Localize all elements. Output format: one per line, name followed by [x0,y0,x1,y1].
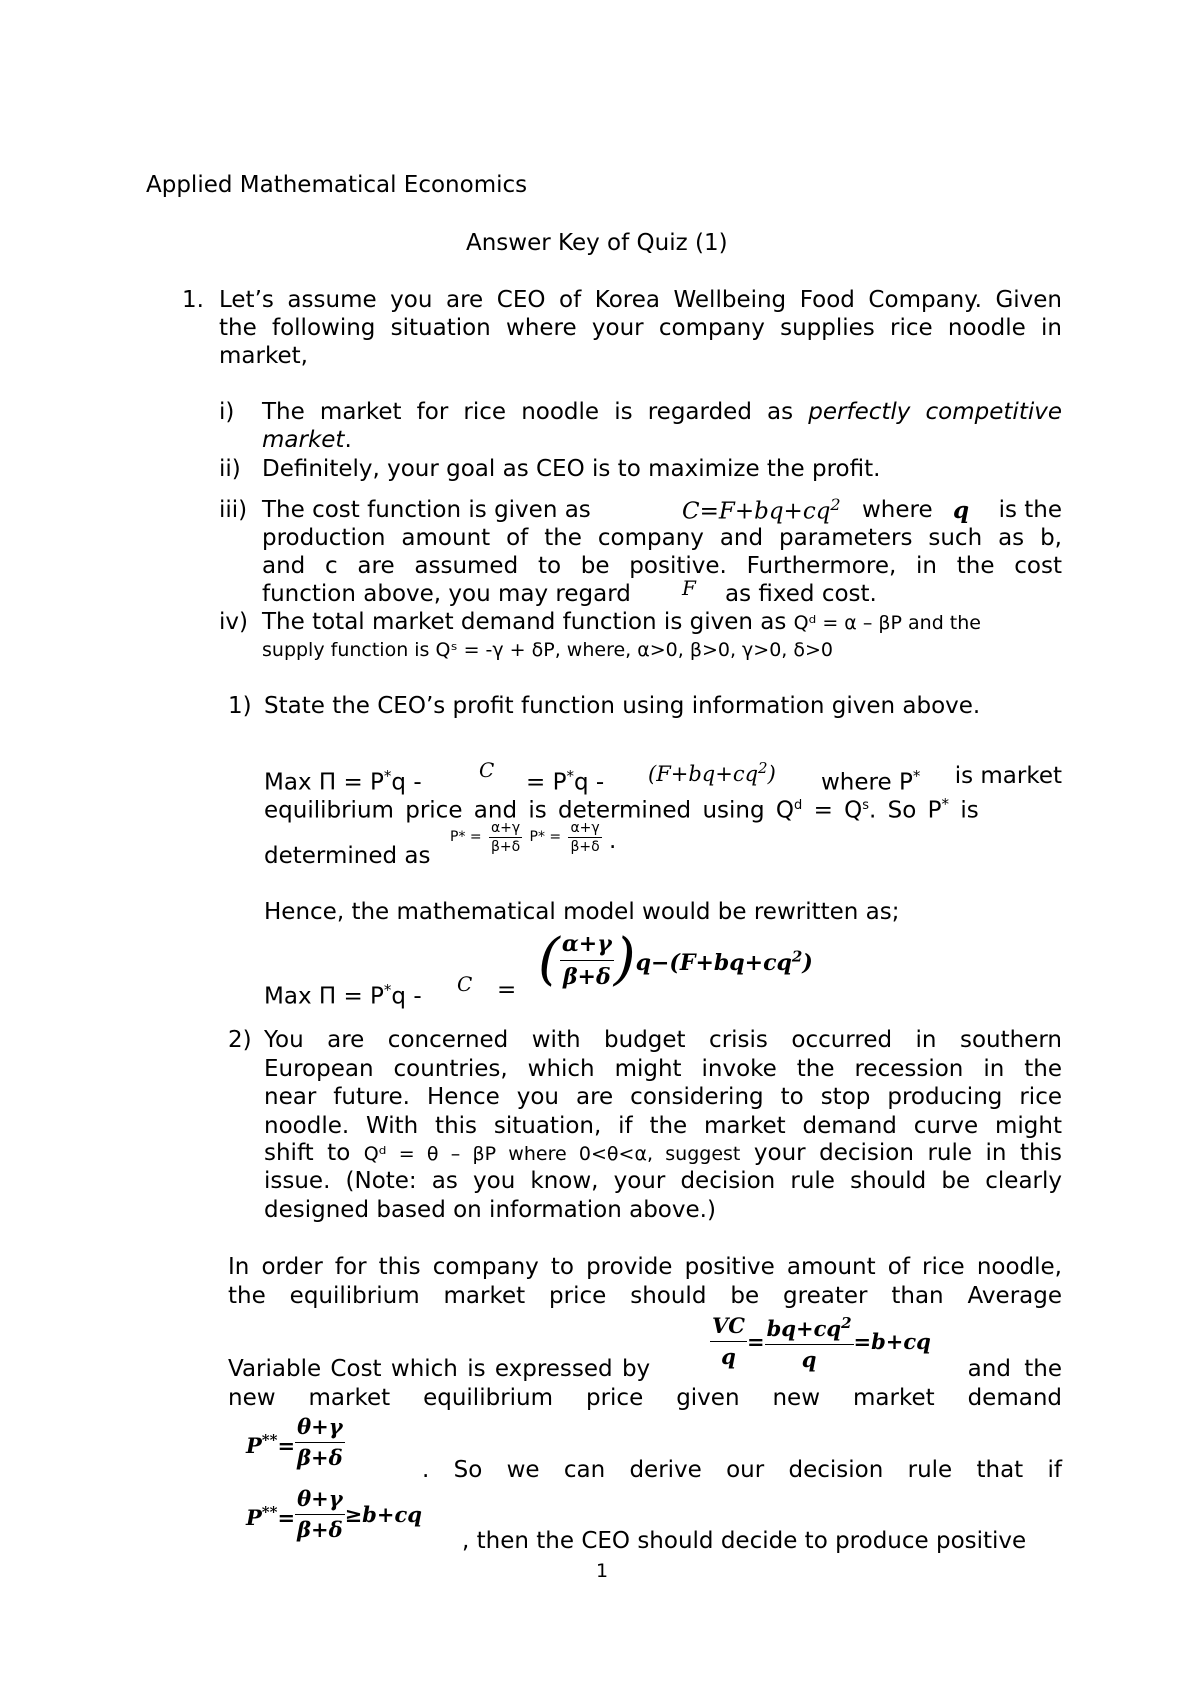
part-1-number: 1) [228,693,252,719]
part-2-line-3: near future. Hence you are considering to stop producing rice [264,1084,1062,1110]
part-2-number: 2) [228,1027,252,1053]
profit-model-equals: = [497,977,517,1003]
page-number: 1 [596,1560,609,1582]
decision-rule-inequality: P**= $\frac{\theta+\gamma}{\beta+\delta}$ ≥b+cq [246,1486,422,1542]
cost-function-parenthesized: $(F+bq+cq^2)$ [648,759,776,786]
question-1-intro-line-2: the following situation where your company supplies rice noodle in [219,315,1062,341]
condition-iii-line-2: production amount of the company and parameters such as b, [262,525,1062,551]
condition-iv-label: iv) [219,609,248,635]
part-2-line-7: designed based on information above.) [264,1197,716,1223]
condition-iii-label: iii) [219,497,248,523]
part-2-line-2: European countries, which might invoke the recession in the [264,1056,1062,1082]
condition-i-line-1: The market for rice noodle is regarded as perfectly competitive [262,399,1062,425]
condition-iv-line-2: supply function is Qˢ = -γ + δP, where, α>0, β>0, γ>0, δ>0 [262,639,834,661]
condition-iii-line-1: The cost function is given as $C=F+bq+cq^2$ where q is the [262,496,1062,525]
equilibrium-price-formula: P* = $\frac{\alpha+\gamma}{\beta+\delta}$ P* = $\frac{\alpha+\gamma}{\beta+\delta}$ . [450,820,617,855]
course-title: Applied Mathematical Economics [146,172,528,198]
condition-i-line-2: market. [262,427,352,453]
answer-2-line-1: In order for this company to provide positive amount of rice noodle, [228,1254,1062,1280]
profit-function-line-1: Max Π = P*q - C = P*q - $(F+bq+cq^2)$ where P* is market [264,762,1062,791]
condition-iv-line-1: The total market demand function is given as Qᵈ = α – βP and the [262,609,981,635]
part-1-question: State the CEO’s profit function using information given above. [264,693,981,719]
answer-2-line-5: . So we can derive our decision rule that if [422,1457,1062,1483]
new-equilibrium-price-formula: P**= $\frac{\theta+\gamma}{\beta+\delta}$ [246,1414,343,1470]
answer-2-line-3: Variable Cost which is expressed by and the [228,1356,1062,1382]
condition-iii-line-4: function above, you may regard F as fixed cost. [262,576,877,607]
cost-function-formula: $C=F+bq+cq^2$ [682,495,841,525]
profit-model-formula: ( $\frac{\alpha+\gamma}{\beta+\delta}$ )$q-(F+bq+cq^2)$ [538,927,813,992]
answer-2-line-2: the equilibrium market price should be greater than Average [228,1283,1062,1309]
quiz-title: Answer Key of Quiz (1) [466,230,728,256]
condition-i-label: i) [219,399,235,425]
part-2-line-1: You are concerned with budget crisis occurred in southern [264,1027,1062,1053]
condition-iii-line-3: and c are assumed to be positive. Furthermore, in the cost [262,553,1062,579]
part-2-line-4: noodle. With this situation, if the market demand curve might [264,1113,1062,1139]
profit-function-line-3: determined as [264,843,431,869]
average-variable-cost-formula: $\frac{VC}{q}$ = $\frac{bq+cq^2}{q}$ =b+cq [710,1308,931,1370]
part-2-line-6: issue. (Note: as you know, your decision rule should be clearly [264,1168,1062,1194]
profit-model-label: Max Π = P*q - [264,981,422,1010]
profit-model-C: C [457,972,473,996]
profit-function-line-2: equilibrium price and is determined using $Q^d = Q^s$. So P* is [264,795,979,824]
hence-line: Hence, the mathematical model would be rewritten as; [264,899,900,925]
question-1-number: 1. [182,287,204,313]
answer-2-line-6: , then the CEO should decide to produce positive [462,1528,1027,1554]
condition-ii-label: ii) [219,456,241,482]
part-2-line-5: shift to Qᵈ = θ – βP where 0<θ<α, suggest your decision rule in this [264,1140,1062,1166]
condition-ii-text: Definitely, your goal as CEO is to maximize the profit. [262,456,881,482]
answer-2-line-4: new market equilibrium price given new market demand [228,1385,1062,1411]
question-1-intro-line-1: Let’s assume you are CEO of Korea Wellbeing Food Company. Given [219,287,1062,313]
question-1-intro-line-3: market, [219,343,308,369]
